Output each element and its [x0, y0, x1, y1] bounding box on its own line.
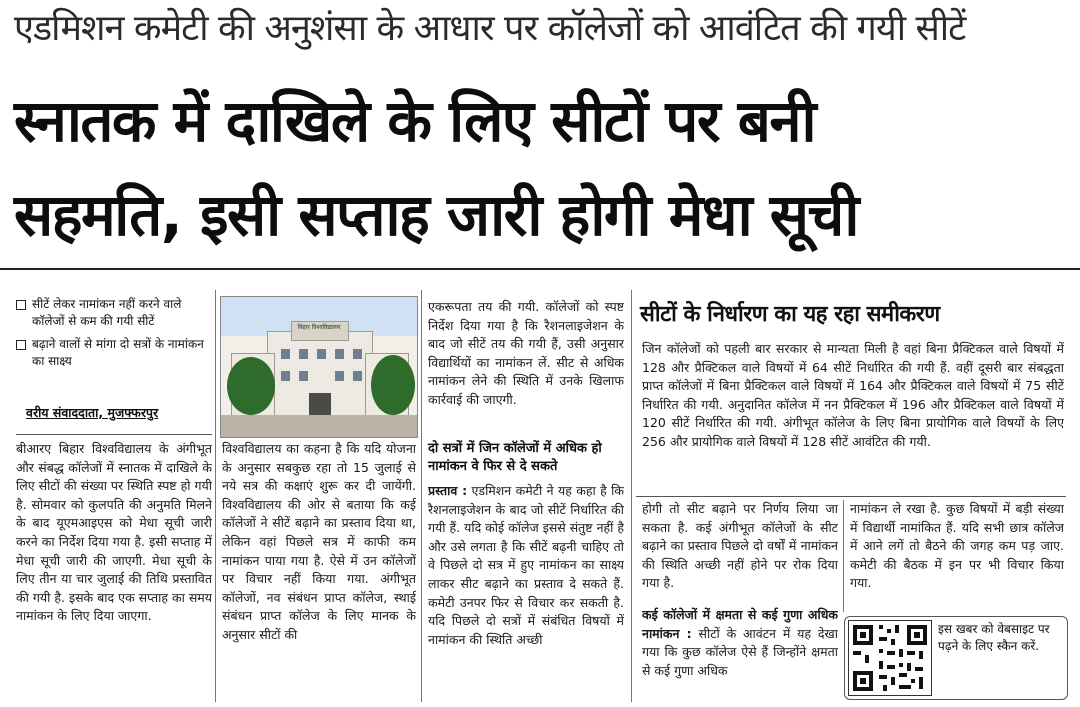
infobox-divider: [636, 496, 1066, 497]
building-signboard: बिहार विश्वविद्यालय: [297, 324, 341, 331]
checkbox-bullet-icon: [16, 340, 26, 350]
highlight-item: बढ़ाने वालों से मांगा दो सत्रों के नामांकन का साक्ष्य: [16, 336, 212, 370]
kicker-headline: एडमिशन कमेटी की अनुशंसा के आधार पर कॉलेजों को आवंटित की गयी सीटें: [14, 8, 966, 49]
university-building-photo: [220, 296, 418, 438]
headline-divider: [0, 268, 1080, 270]
infobox-title: सीटों के निर्धारण का यह रहा समीकरण: [640, 302, 940, 327]
qr-code-icon[interactable]: [848, 620, 932, 696]
article-column-5: नामांकन ले रखा है. कुछ विषयों में बड़ी संख्या में विद्यार्थी नामांकित हैं. यदि सभी छात्र कॉलेज में आने लगें तो बैठने की जगह कम पड़ जाए. कमेटी की बैठक में इन पर भी विचार किया गया.: [850, 501, 1064, 591]
column-rule: [843, 500, 844, 612]
column-rule: [631, 290, 632, 702]
lead-label: प्रस्ताव :: [428, 483, 468, 498]
column-rule: [215, 290, 216, 702]
main-headline-line-1: स्नातक में दाखिले के लिए सीटों पर बनी: [14, 87, 816, 155]
subhead-excess-admission: कई कॉलेजों में क्षमता से कई गुणा अधिक नामांकन :: [642, 607, 838, 641]
infobox-text: जिन कॉलेजों को पहली बार सरकार से मान्यता मिली है वहां बिना प्रैक्टिकल वाले विषयों में 128 और प्रैक्टिकल वाले विषयों में 64 सीटें निर्धारित की गयी हैं. वहीं दूसरी बार संबद्धता प्राप्त कॉलेजों में बिना प्रैक्टिकल वाले विषयों में 164 और प्रैक्टिकल वाले विषयों में 75 सीटें निर्धारित की गयी. अनुदानित कॉलेज में नन प्रैक्टिकल में 196 और प्रैक्टिकल वाले विषयों में 120 सीटें निर्धारित की गयी. अंगीभूत कॉलेज के लिए बिना प्रायोगिक वाले विषयों के लिए 256 और प्रायोगिक वाले विषयों में 128 सीटें आवंटित की गयी.: [642, 341, 1064, 449]
article-column-4-top: होगी तो सीट बढ़ाने पर निर्णय लिया जा सकता है. कई अंगीभूत कॉलेजों के सीट बढ़ाने का प्रस्ताव पिछले दो वर्षों में नामांकन की स्थिति अच्छी नहीं होने पर रोक दिया गया है.: [642, 501, 838, 591]
qr-instruction: इस खबर को वेबसाइट पर पढ़ने के लिए स्कैन करें.: [938, 622, 1050, 653]
highlights-list: [16, 296, 212, 376]
article-column-3-bottom: प्रस्ताव : एडमिशन कमेटी ने यह कहा है कि रैशनलाइजेशन के बाद जो सीटें निर्धारित की गयी हैं. यदि कोई कॉलेज इससे संतुष्ट नहीं है और उसे लगता है कि सीटें बढ़नी चाहिए तो वे पिछले दो सत्र में हुए नामांकन का साक्ष्य लाकर सीट बढ़ाने का प्रस्ताव दे सकते हैं. कमेटी उनपर फिर से विचार कर सकती है. यदि पिछले दो सत्रों में संबंधित विषयों में नामांकन की स्थिति अच्छी: [428, 483, 624, 647]
subhead-two-sessions: दो सत्रों में जिन कॉलेजों में अधिक हो नामांकन वे फिर से दे सकते: [428, 441, 602, 474]
checkbox-bullet-icon: [16, 300, 26, 310]
article-column-2: विश्वविद्यालय का कहना है कि यदि योजना के अनुसार सबकुछ रहा तो 15 जुलाई से नये सत्र की कक्षाएं शुरू कर दी जायेंगी. विश्वविद्यालय की ओर से बताया कि कई कॉलेजों ने सीटें बढ़ाने का प्रस्ताव दिया था, लेकिन वहां पिछले सत्र में काफी कम नामांकन पाया गया है. ऐसे में उन कॉलेजों पर विचार नहीं किया गया. अंगीभूत कॉलेजों, नव संबंधन प्राप्त कॉलेज, स्थाई संबंधन प्राप्त कॉलेज के लिए मानक के अनुसार सीटों की: [222, 441, 416, 642]
highlight-item: सीटें लेकर नामांकन नहीं करने वाले कॉलेजों से कम की गयी सीटें: [16, 296, 212, 330]
article-column-1: बीआरए बिहार विश्वविद्यालय के अंगीभूत और संबद्ध कॉलेजों में स्नातक में दाखिले के लिए सीटों की संख्या पर स्थिति स्पष्ट हो गयी है. सोमवार को कुलपति की अनुमति मिलने के बाद यूएमआइएस को मेधा सूची जारी करने का निर्देश दिया गया है. इसी सप्ताह में मेधा सूची जारी की जाएगी. मेधा सूची के लिए तीन या चार जुलाई की तिथि प्रस्तावित की गयी है. इसके बाद एक सप्ताह का समय नामांकन के लिए दिया जाएगा.: [16, 441, 212, 624]
article-column-4-bottom: कई कॉलेजों में क्षमता से कई गुणा अधिक नामांकन : सीटों के आवंटन में यह देखा गया कि कुछ कॉलेज ऐसे हैं जिन्होंने क्षमता से कई गुणा अधिक: [642, 607, 838, 678]
column-divider: [16, 434, 212, 435]
article-column-3-top: एकरूपता तय की गयी. कॉलेजों को स्पष्ट निर्देश दिया गया है कि रैशनलाइजेशन के बाद जो सीटें तय की गयी हैं, उसी अनुसार विद्यार्थियों का नामांकन लें. सीट से अधिक नामांकन लेने की स्थिति में उनके खिलाफ कार्रवाई की जाएगी.: [428, 299, 624, 407]
main-headline-line-2: सहमति, इसी सप्ताह जारी होगी मेधा सूची: [14, 181, 858, 249]
byline: वरीय संवाददाता, मुजफ्फरपुर: [26, 405, 159, 420]
column-rule: [421, 290, 422, 702]
